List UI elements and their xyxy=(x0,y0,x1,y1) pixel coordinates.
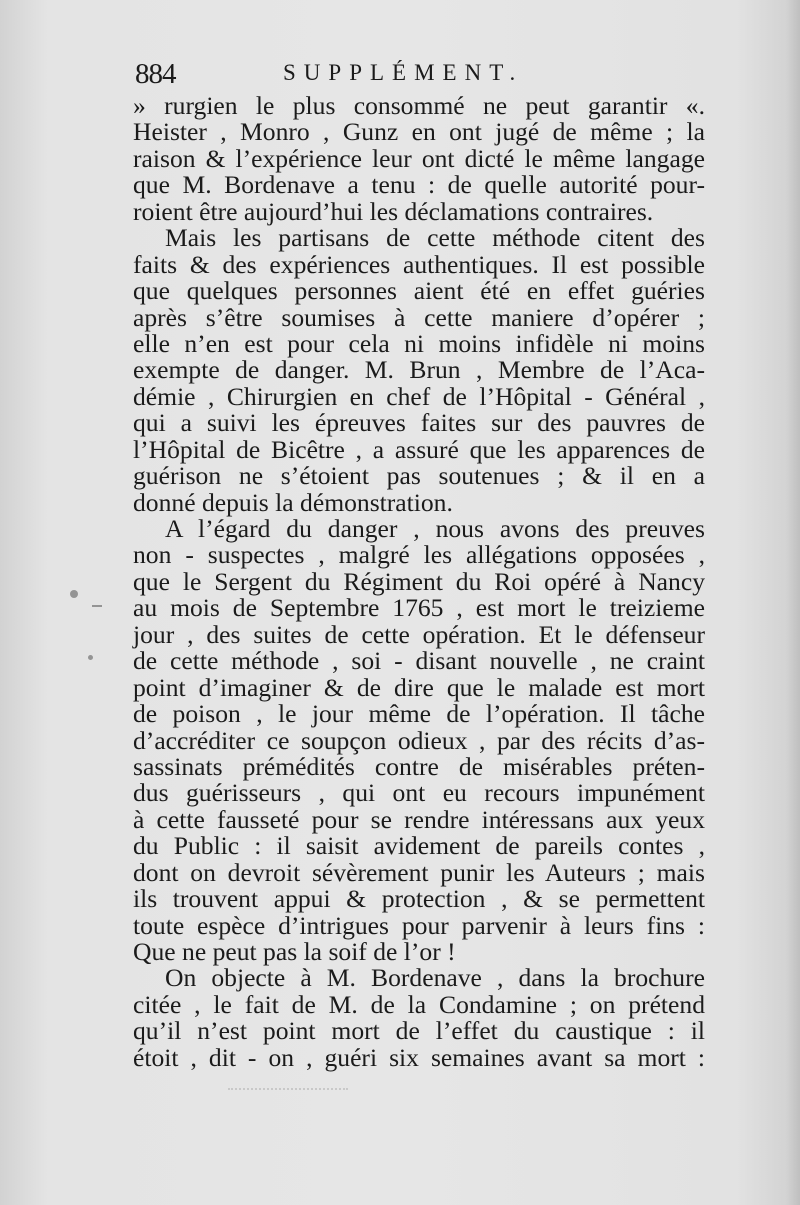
text-line: donné depuis la démonstration. xyxy=(133,487,453,517)
running-title: SUPPLÉMENT. xyxy=(283,60,524,85)
text-line: roient être aujourd’hui les déclamations contraires. xyxy=(133,196,654,226)
text-line: exempte de danger. M. Brun , Membre de l’Aca- xyxy=(133,355,705,385)
text-line: sassinats prémédités contre de misérables préten- xyxy=(133,751,705,781)
text-line: de cette méthode , soi - disant nouvelle , ne craint xyxy=(133,646,705,676)
text-line: après s’être soumises à cette maniere d’opérer ; xyxy=(133,302,705,332)
text-line: d’accréditer ce soupçon odieux , par des récits d’as- xyxy=(133,725,705,755)
text-line: qu’il n’est point mort de l’effet du caustique : il xyxy=(133,1016,705,1046)
text-line: toute espèce d’intrigues pour parvenir à leurs fins : xyxy=(133,910,705,940)
text-line: démie , Chirurgien en chef de l’Hôpital - Général , xyxy=(133,381,705,411)
text-line: du Public : il saisit avidement de pareils contes , xyxy=(133,831,705,861)
text-line: » rurgien le plus consommé ne peut garantir «. xyxy=(133,91,705,120)
paragraph xyxy=(133,93,705,225)
text-line: faits & des expériences authentiques. Il est possible xyxy=(133,249,705,279)
text-line: Heister , Monro , Gunz en ont jugé de même ; la xyxy=(133,117,705,147)
text-line: citée , le fait de M. de la Condamine ; on prétend xyxy=(133,989,705,1019)
text-line: raison & l’expérience leur ont dicté le même langage xyxy=(133,143,705,173)
text-line: que le Sergent du Régiment du Roi opéré à Nancy xyxy=(133,566,705,596)
text-line: guérison ne s’étoient pas soutenues ; & il en a xyxy=(133,461,705,491)
text-line: qui a suivi les épreuves faites sur des pauvres de xyxy=(133,408,705,438)
paragraph xyxy=(133,965,705,1071)
text-line: que M. Bordenave a tenu : de quelle autorité pour- xyxy=(133,170,705,200)
paragraph xyxy=(133,516,705,965)
page-edge-shadow xyxy=(786,0,800,1205)
text-line: ils trouvent appui & protection , & se permettent xyxy=(133,884,705,914)
text-line: au mois de Septembre 1765 , est mort le treizieme xyxy=(133,593,705,623)
text-line: On objecte à M. Bordenave , dans la brochure xyxy=(165,963,705,993)
body-text xyxy=(133,93,705,1071)
ink-speck xyxy=(88,655,93,660)
text-line: A l’égard du danger , nous avons des preuves xyxy=(165,514,705,543)
text-line: elle n’en est pour cela ni moins infidèle ni moins xyxy=(133,328,705,358)
ink-speck xyxy=(92,605,102,607)
text-line: dus guérisseurs , qui ont eu recours impunément xyxy=(133,778,705,808)
text-line: l’Hôpital de Bicêtre , a assuré que les apparences de xyxy=(133,434,705,464)
text-line: Mais les partisans de cette méthode citent des xyxy=(165,223,705,253)
text-line: que quelques personnes aient été en effet guéries xyxy=(133,276,705,306)
text-line: étoit , dit - on , guéri six semaines avant sa mort : xyxy=(133,1042,705,1072)
text-line: non - suspectes , malgré les allégations opposées , xyxy=(133,540,705,570)
paragraph xyxy=(133,225,705,516)
text-line: point d’imaginer & de dire que le malade est mort xyxy=(133,672,705,702)
ink-speck xyxy=(70,590,78,598)
text-line: de poison , le jour même de l’opération. Il tâche xyxy=(133,699,705,729)
text-line: dont on devroit sévèrement punir les Auteurs ; mais xyxy=(133,857,705,887)
text-line: jour , des suites de cette opération. Et le défenseur xyxy=(133,619,705,649)
page-number: 884 xyxy=(135,58,176,90)
text-line: à cette fausseté pour se rendre intéressans aux yeux xyxy=(133,804,705,834)
paragraphs xyxy=(133,93,705,1071)
text-line: Que ne peut pas la soif de l’or ! xyxy=(133,937,456,966)
